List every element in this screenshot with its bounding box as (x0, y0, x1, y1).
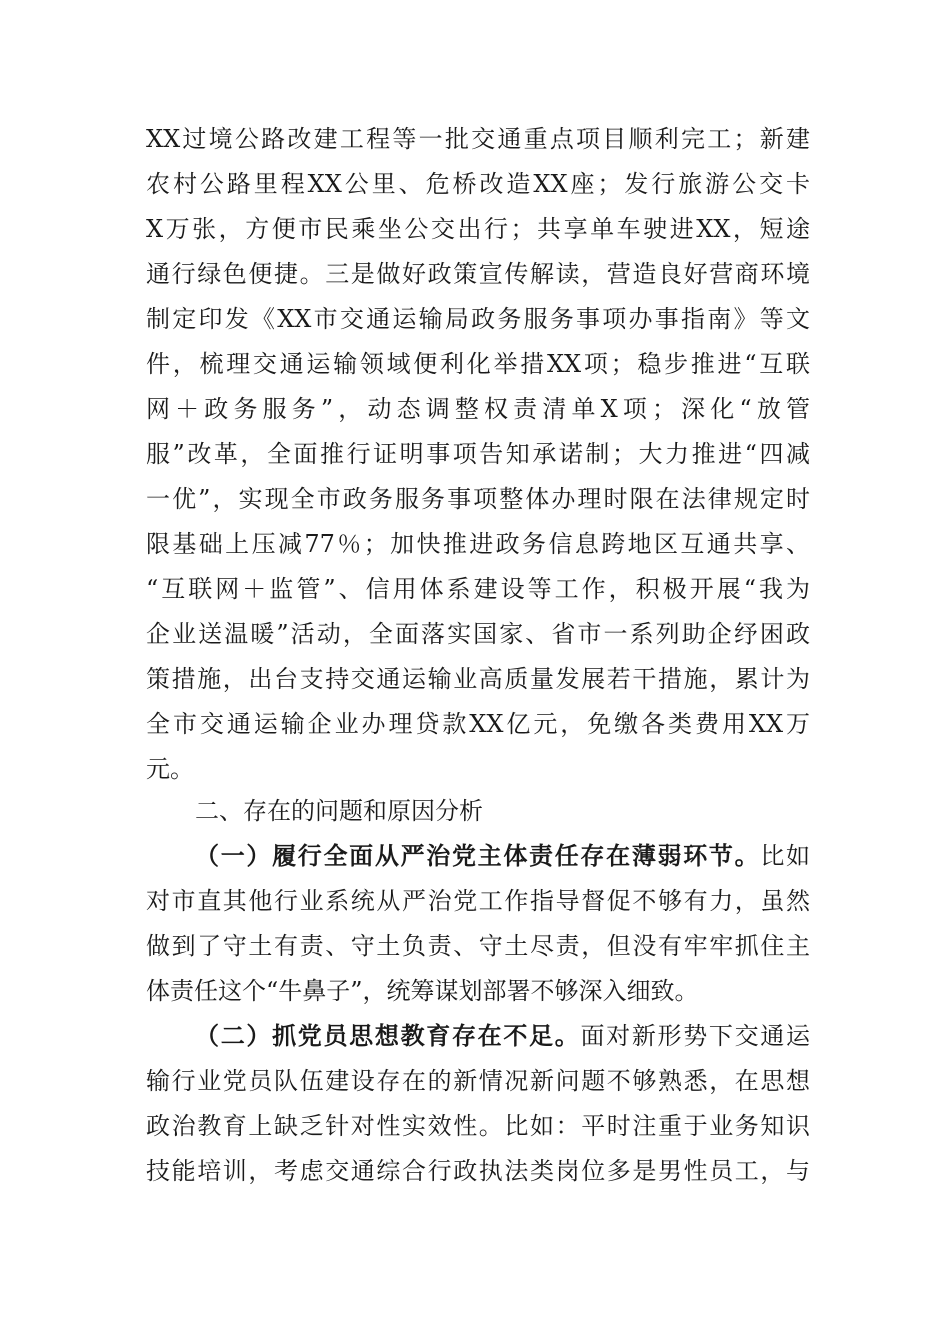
paragraph-line: 全市交通运输企业办理贷款XX亿元，免缴各类费用XX万 (146, 710, 810, 738)
item-lead: （二）抓党员思想教育存在不足。 (195, 1022, 581, 1050)
paragraph-line: X万张，方便市民乘坐公交出行；共享单车驶进XX，短途 (146, 215, 810, 243)
paragraph-line: 企业送温暖”活动，全面落实国家、省市一系列助企纾困政 (146, 620, 810, 648)
item-first-line (195, 834, 810, 879)
paragraph-line: 做到了守土有责、守土负责、守土尽责，但没有牢牢抓住主 (146, 932, 810, 960)
item-first-line (195, 1014, 810, 1059)
paragraph-line: 体责任这个“牛鼻子”，统筹谋划部署不够深入细致。 (146, 977, 699, 1005)
paragraph-line: 技能培训，考虑交通综合行政执法类岗位多是男性员工，与 (146, 1157, 810, 1185)
paragraph-line: 服”改革，全面推行证明事项告知承诺制；大力推进“四减 (146, 440, 810, 468)
paragraph-line: 对市直其他行业系统从严治党工作指导督促不够有力，虽然 (146, 887, 810, 915)
paragraph-line: 政治教育上缺乏针对性实效性。比如：平时注重于业务知识 (146, 1112, 810, 1140)
paragraph-line: 件，梳理交通运输领域便利化举措XX项；稳步推进“互联 (146, 350, 810, 378)
paragraph-line: 农村公路里程XX公里、危桥改造XX座；发行旅游公交卡 (146, 170, 810, 198)
paragraph-line: 策措施，出台支持交通运输业高质量发展若干措施，累计为 (146, 665, 810, 693)
paragraph-line: XX过境公路改建工程等一批交通重点项目顺利完工；新建 (146, 125, 810, 153)
paragraph-line: 限基础上压减77％；加快推进政务信息跨地区互通共享、 (146, 530, 810, 558)
paragraph-line: 网＋政务服务”，动态调整权责清单X项；深化“放管 (146, 395, 810, 423)
item-first-line-rest: 比如 (760, 842, 811, 870)
paragraph-line: 输行业党员队伍建设存在的新情况新问题不够熟悉，在思想 (146, 1067, 810, 1095)
paragraph-line: 元。 (146, 755, 194, 783)
paragraph-line: 一优”，实现全市政务服务事项整体办理时限在法律规定时 (146, 485, 810, 513)
item-lead: （一）履行全面从严治党主体责任存在薄弱环节。 (195, 842, 761, 870)
section-heading: 二、存在的问题和原因分析 (195, 797, 483, 825)
paragraph-line: 通行绿色便捷。三是做好政策宣传解读，营造良好营商环境 (146, 260, 810, 288)
paragraph-line: 制定印发《XX市交通运输局政务服务事项办事指南》等文 (146, 305, 810, 333)
paragraph-line: “互联网＋监管”、信用体系建设等工作，积极开展“我为 (146, 575, 810, 603)
item-first-line-rest: 面对新形势下交通运 (580, 1022, 811, 1050)
